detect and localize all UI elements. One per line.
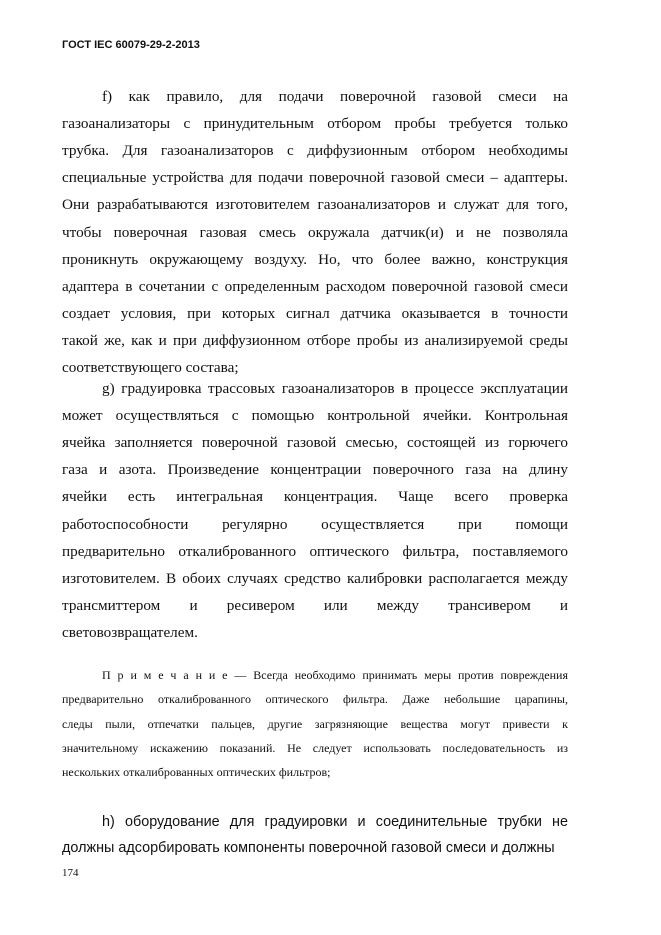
- paragraph-g-line: предварительно откалиброванного оптического фильтра, поставляемого: [62, 543, 568, 560]
- note-line: нескольких откалиброванных оптических фильтров;: [62, 765, 331, 779]
- paragraph-g-line: ячейка заполняется поверочной газовой смесью, состоящей из горючего: [62, 434, 568, 451]
- paragraph-f-line: трубка. Для газоанализаторов с диффузионным отбором необходимы: [62, 142, 568, 159]
- paragraph-g-line: трансмиттером и ресивером или между трансивером и: [62, 597, 568, 614]
- document-header: ГОСТ IEC 60079-29-2-2013: [62, 39, 200, 51]
- paragraph-f-line: адаптера в сочетании с определенным расходом поверочной газовой смеси: [62, 278, 568, 295]
- paragraph-f-line: проникнуть окружающему воздуху. Но, что более важно, конструкция: [62, 251, 568, 268]
- note-line: следы пыли, отпечатки пальцев, другие загрязняющие вещества могут привести к: [62, 717, 568, 731]
- paragraph-f-line: такой же, как и при диффузионном отборе пробы из анализируемой среды: [62, 332, 568, 349]
- paragraph-g-line: может осуществляться с помощью контрольной ячейки. Контрольная: [62, 407, 568, 424]
- paragraph-g-line: газа и азота. Произведение концентрации поверочного газа на длину: [62, 461, 568, 478]
- paragraph-g-line: изготовителем. В обоих случаях средство калибровки располагается между: [62, 570, 568, 587]
- paragraph-f-line: специальные устройства для подачи поверочной газовой смеси – адаптеры.: [62, 169, 568, 186]
- note-line: П р и м е ч а н и е — Всегда необходимо принимать меры против повреждения: [102, 668, 568, 682]
- paragraph-h-line: h) оборудование для градуировки и соединительные трубки не: [102, 814, 568, 830]
- paragraph-f-line: соответствующего состава;: [62, 359, 239, 376]
- page-number: 174: [62, 867, 79, 879]
- paragraph-f-line: f) как правило, для подачи поверочной газовой смеси на: [102, 88, 568, 105]
- paragraph-g-line: работоспособности регулярно осуществляется при помощи: [62, 516, 568, 533]
- paragraph-g-line: g) градуировка трассовых газоанализаторов в процессе эксплуатации: [102, 380, 568, 397]
- paragraph-g-line: ячейки есть интегральная концентрация. Чаще всего проверка: [62, 488, 568, 505]
- paragraph-h-line: должны адсорбировать компоненты поверочной газовой смеси и должны: [62, 840, 555, 856]
- paragraph-f-line: создает условия, при которых сигнал датчика оказывается в точности: [62, 305, 568, 322]
- paragraph-g-line: световозвращателем.: [62, 624, 198, 641]
- paragraph-f-line: газоанализаторы с принудительным отбором пробы требуется только: [62, 115, 568, 132]
- paragraph-f-line: Они разрабатываются изготовителем газоанализаторов и служат для того,: [62, 196, 568, 213]
- note-line: предварительно откалиброванного оптического фильтра. Даже небольшие царапины,: [62, 692, 568, 706]
- note-line: значительному искажению показаний. Не следует использовать последовательность из: [62, 741, 568, 755]
- paragraph-f-line: чтобы поверочная газовая смесь окружала датчик(и) и не позволяла: [62, 224, 568, 241]
